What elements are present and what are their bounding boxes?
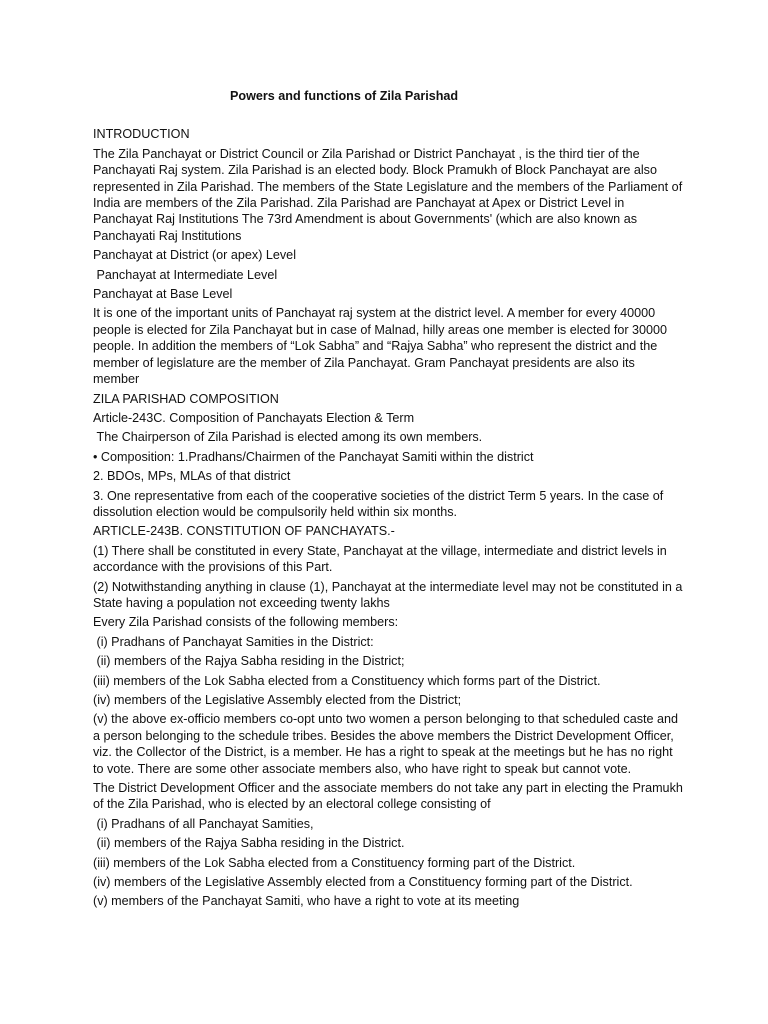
paragraph: ARTICLE-243B. CONSTITUTION OF PANCHAYATS.-: [93, 524, 395, 539]
document-body: [93, 126, 687, 909]
paragraph: (iii) members of the Lok Sabha elected from a Constituency which forms part of the District.: [93, 673, 601, 688]
paragraph: 3. One representative from each of the cooperative societies of the district Term 5 years. In the case of dissolution election would be compulsorily held within six months.: [93, 488, 667, 519]
paragraph: Panchayat at Base Level: [93, 287, 233, 302]
paragraph: ZILA PARISHAD COMPOSITION: [93, 391, 279, 406]
paragraph: It is one of the important units of Panchayat raj system at the district level. A member for every 40000 people is elected for Zila Panchayat but in case of Malnad, hilly areas one member is elected for 30000 people. In addition the members of “Lok Sabha” and “Rajya Sabha” who represent the district and the member of legislature are the member of Zila Panchayat. Gram Panchayat presidents are also its member: [93, 306, 671, 387]
paragraph: (v) members of the Panchayat Samiti, who have a right to vote at its meeting: [93, 894, 520, 909]
paragraph: (2) Notwithstanding anything in clause (1), Panchayat at the intermediate level may not be constituted in a State having a population not exceeding twenty lakhs: [93, 579, 686, 610]
document-title: Powers and functions of Zila Parishad: [230, 89, 459, 103]
paragraph: Every Zila Parishad consists of the following members:: [93, 615, 399, 630]
paragraph: (ii) members of the Rajya Sabha residing in the District;: [93, 654, 405, 669]
paragraph: Article-243C. Composition of Panchayats Election & Term: [93, 410, 415, 425]
paragraph: The Zila Panchayat or District Council or Zila Parishad or District Panchayat , is the third tier of the Panchayati Raj system. Zila Parishad is an elected body. Block Pramukh of Block Panchayat are also represented in Zila Parishad. The members of the State Legislature and the members of the Parliament of India are members of the Zila Parishad. Zila Parishad are Panchayat at Apex or District Level in Panchayat Raj Institutions The 73rd Amendment is about Governments' (which are also known as Panchayati Raj Institutions: [93, 146, 686, 243]
paragraph: (iv) members of the Legislative Assembly elected from the District;: [93, 693, 462, 707]
paragraph: The Chairperson of Zila Parishad is elected among its own members.: [93, 430, 483, 445]
paragraph: 2. BDOs, MPs, MLAs of that district: [93, 469, 291, 484]
paragraph: (ii) members of the Rajya Sabha residing in the District.: [93, 836, 405, 851]
document-page: [93, 88, 687, 913]
paragraph: (i) Pradhans of Panchayat Samities in the District:: [93, 634, 374, 649]
paragraph: (1) There shall be constituted in every State, Panchayat at the village, intermediate and district levels in accordance with the provisions of this Part.: [93, 543, 671, 575]
paragraph: Panchayat at Intermediate Level: [93, 267, 278, 282]
paragraph: Panchayat at District (or apex) Level: [93, 248, 296, 263]
paragraph: (iv) members of the Legislative Assembly elected from a Constituency forming part of the District.: [93, 875, 633, 890]
paragraph: INTRODUCTION: [93, 127, 190, 142]
paragraph: (v) the above ex-officio members co-opt unto two women a person belonging to that scheduled caste and a person belonging to the schedule tribes. Besides the above members the District Development Officer, viz. the Collector of the District, is a member. He has a right to speak at the meetings but he has no right to vote. There are some other associate members also, who have right to speak but cannot vote.: [93, 712, 682, 776]
paragraph: (i) Pradhans of all Panchayat Samities,: [93, 816, 314, 831]
paragraph: (iii) members of the Lok Sabha elected from a Constituency forming part of the District.: [93, 855, 576, 870]
paragraph: The District Development Officer and the associate members do not take any part in electing the Pramukh of the Zila Parishad, who is elected by an electoral college consisting of: [93, 781, 687, 812]
paragraph: • Composition: 1.Pradhans/Chairmen of the Panchayat Samiti within the district: [93, 449, 534, 464]
